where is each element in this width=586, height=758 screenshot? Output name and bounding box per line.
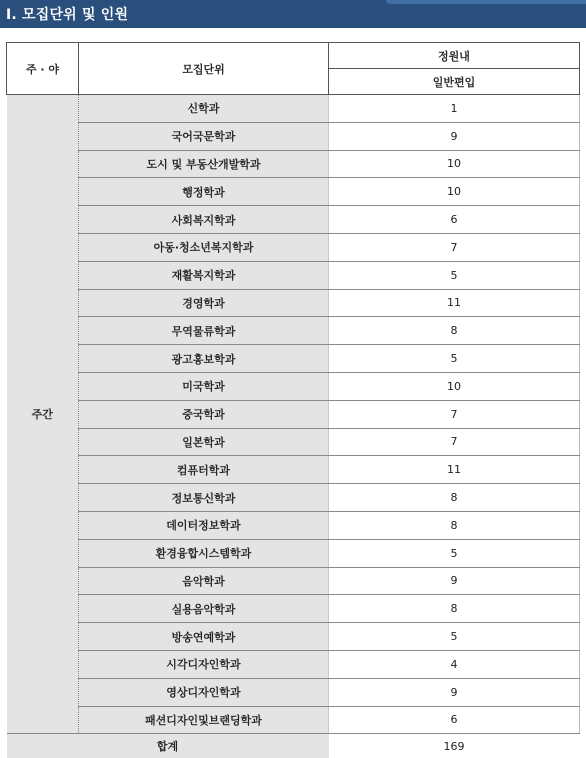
quota-count: 10 — [329, 150, 580, 178]
unit-name: 패션디자인및브랜딩학과 — [79, 706, 329, 734]
unit-name: 중국학과 — [79, 400, 329, 428]
table-row — [7, 206, 580, 234]
quota-count: 5 — [329, 539, 580, 567]
table-row — [7, 567, 580, 595]
table-row — [7, 150, 580, 178]
unit-name: 광고홍보학과 — [79, 345, 329, 373]
section-header — [0, 0, 586, 28]
unit-name: 신학과 — [79, 95, 329, 123]
unit-name: 미국학과 — [79, 372, 329, 400]
unit-name: 데이터정보학과 — [79, 511, 329, 539]
unit-name: 시각디자인학과 — [79, 650, 329, 678]
table-row — [7, 456, 580, 484]
header-decoration — [386, 0, 586, 4]
unit-name: 일본학과 — [79, 428, 329, 456]
quota-count: 9 — [329, 122, 580, 150]
quota-count: 8 — [329, 484, 580, 512]
quota-count: 6 — [329, 206, 580, 234]
unit-name: 무역물류학과 — [79, 317, 329, 345]
header-quota: 정원내 — [329, 43, 580, 69]
total-label: 합계 — [7, 734, 329, 758]
unit-name: 방송연예학과 — [79, 623, 329, 651]
unit-name: 컴퓨터학과 — [79, 456, 329, 484]
table-row — [7, 289, 580, 317]
quota-count: 11 — [329, 456, 580, 484]
unit-name: 행정학과 — [79, 178, 329, 206]
quota-count: 1 — [329, 95, 580, 123]
quota-count: 8 — [329, 595, 580, 623]
table-row — [7, 539, 580, 567]
total-row — [7, 734, 580, 758]
header-session: 주 · 야 — [7, 43, 79, 95]
header-unit: 모집단위 — [79, 43, 329, 95]
quota-count: 10 — [329, 372, 580, 400]
session-label: 주간 — [7, 95, 79, 734]
quota-count: 8 — [329, 511, 580, 539]
table-row — [7, 484, 580, 512]
unit-name: 실용음악학과 — [79, 595, 329, 623]
quota-count: 8 — [329, 317, 580, 345]
unit-name: 아동·청소년복지학과 — [79, 233, 329, 261]
unit-name: 도시 및 부동산개발학과 — [79, 150, 329, 178]
table-row — [7, 595, 580, 623]
quota-count: 9 — [329, 567, 580, 595]
quota-count: 9 — [329, 678, 580, 706]
table-row — [7, 400, 580, 428]
recruitment-table — [6, 42, 580, 758]
table-row — [7, 317, 580, 345]
quota-count: 7 — [329, 400, 580, 428]
unit-name: 영상디자인학과 — [79, 678, 329, 706]
quota-count: 5 — [329, 261, 580, 289]
table-row — [7, 428, 580, 456]
table-row — [7, 706, 580, 734]
quota-count: 10 — [329, 178, 580, 206]
table-row — [7, 372, 580, 400]
total-value: 169 — [329, 734, 580, 758]
unit-name: 국어국문학과 — [79, 122, 329, 150]
quota-count: 11 — [329, 289, 580, 317]
table-row — [7, 345, 580, 373]
unit-name: 재활복지학과 — [79, 261, 329, 289]
table-row — [7, 511, 580, 539]
table-row — [7, 650, 580, 678]
table-row — [7, 95, 580, 123]
table-row — [7, 178, 580, 206]
table-row — [7, 261, 580, 289]
quota-count: 5 — [329, 345, 580, 373]
table-row — [7, 122, 580, 150]
header-row — [7, 43, 580, 69]
unit-name: 정보통신학과 — [79, 484, 329, 512]
table-row — [7, 678, 580, 706]
quota-count: 6 — [329, 706, 580, 734]
quota-count: 7 — [329, 428, 580, 456]
quota-count: 7 — [329, 233, 580, 261]
header-general-transfer: 일반편입 — [329, 69, 580, 95]
unit-name: 경영학과 — [79, 289, 329, 317]
unit-name: 음악학과 — [79, 567, 329, 595]
table-row — [7, 233, 580, 261]
unit-name: 사회복지학과 — [79, 206, 329, 234]
unit-name: 환경융합시스템학과 — [79, 539, 329, 567]
quota-count: 5 — [329, 623, 580, 651]
table-row — [7, 623, 580, 651]
quota-count: 4 — [329, 650, 580, 678]
section-title: Ⅰ. 모집단위 및 인원 — [6, 7, 129, 23]
